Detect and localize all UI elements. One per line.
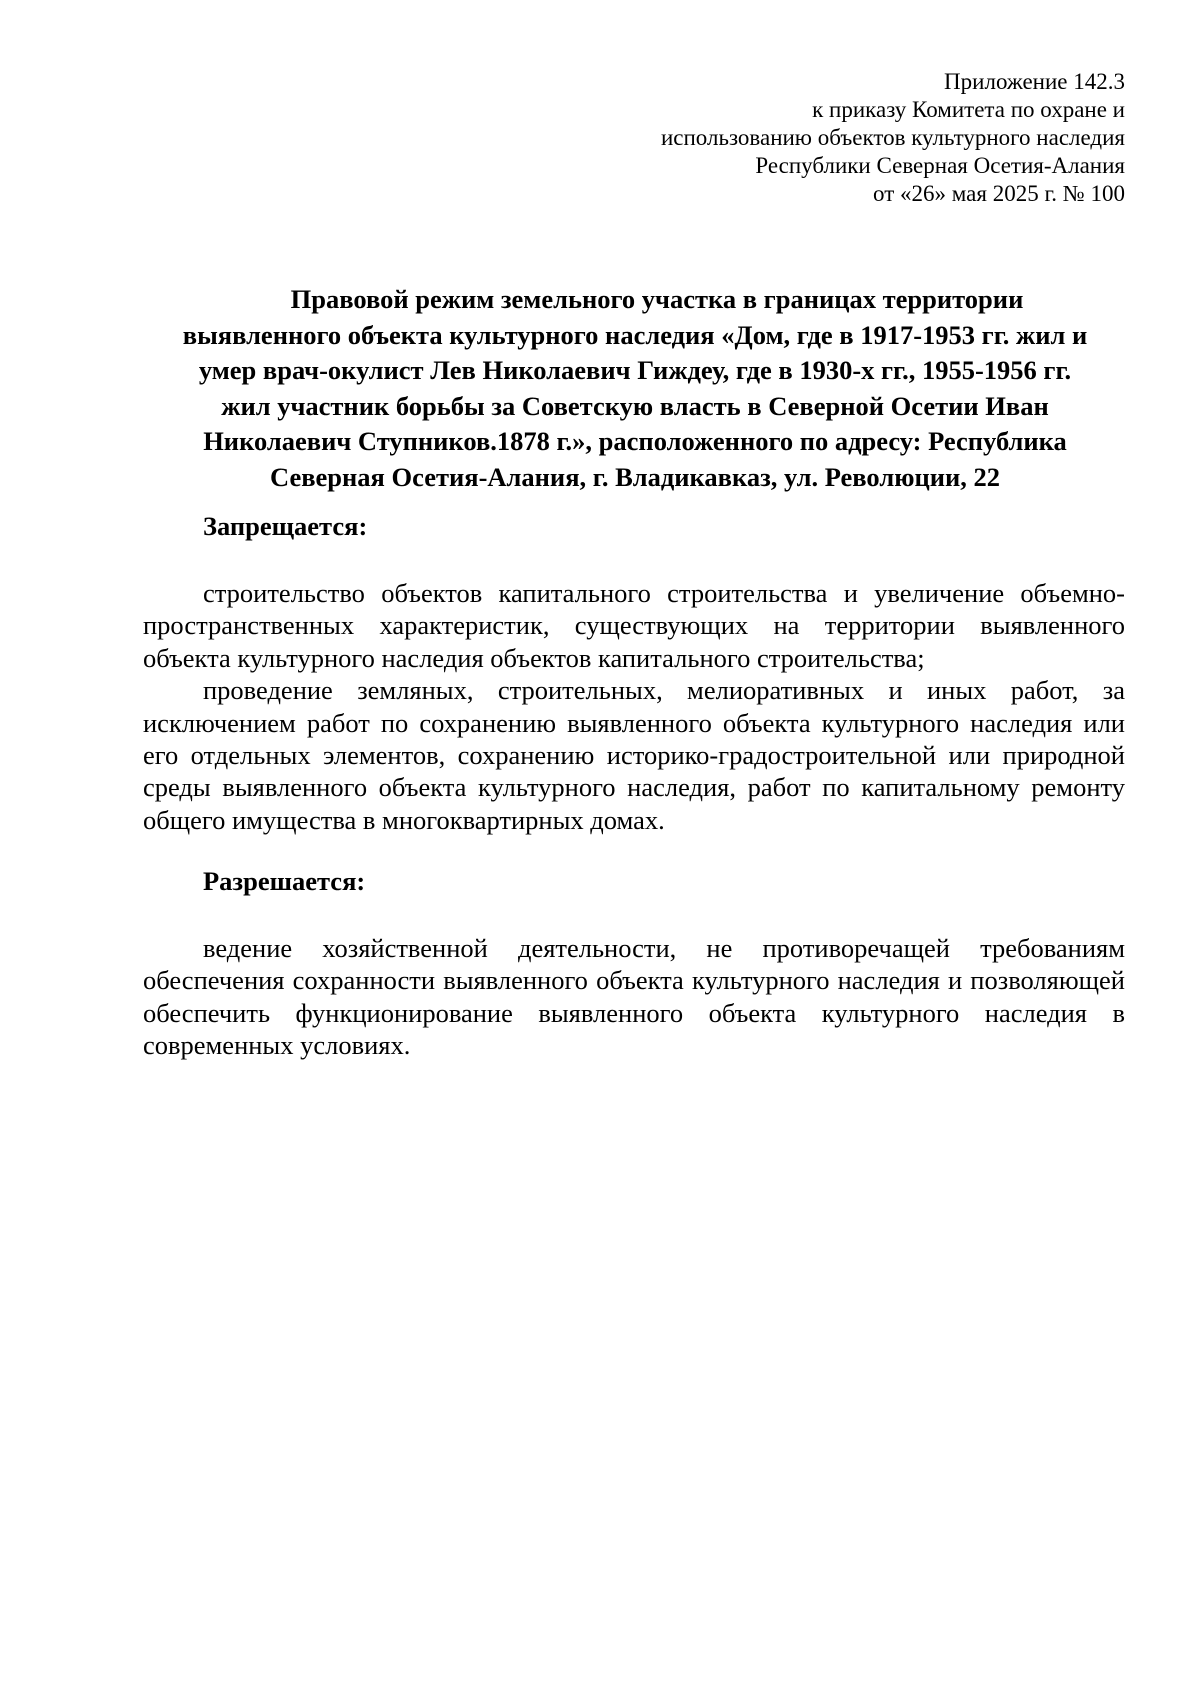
title-line: жил участник борьбы за Советскую власть в Северной Осетии Иван	[221, 390, 1049, 421]
allowed-heading: Разрешается:	[203, 866, 366, 896]
title-line: умер врач-окулист Лев Николаевич Гиждеу, где в 1930-х гг., 1955-1956 гг.	[198, 355, 1072, 385]
title-line: Правовой режим земельного участка в границах территории	[290, 284, 1024, 314]
appendix-header	[425, 68, 1125, 208]
prohibited-item: проведение земляных, строительных, мелиоративных и иных работ, за исключением работ по сохранению выявленного объекта культурного наследия или его отдельных элементов, сохранению историко-градостроительной или природной среды выявленного объекта культурного наследия, работ по капитальному ремонту общего имущества в многоквартирных домах.	[143, 675, 1125, 835]
title-line: выявленного объекта культурного наследия «Дом, где в 1917-1953 гг. жил и	[182, 319, 1088, 350]
title-line: Николаевич Ступников.1878 г.», расположенного по адресу: Республика	[203, 426, 1067, 456]
appendix-number: Приложение 142.3	[944, 69, 1125, 94]
appendix-date-line: от «26» мая 2025 г. № 100	[873, 181, 1125, 206]
allowed-item: ведение хозяйственной деятельности, не противоречащей требованиям обеспечения сохранности выявленного объекта культурного наследия и позволяющей обеспечить функционирование выявленного объекта культурного наследия в современных условиях.	[143, 933, 1125, 1061]
allowed-list	[143, 932, 1125, 1062]
prohibited-item: строительство объектов капитального строительства и увеличение объемно-пространственных характеристик, существующих на территории выявленного объекта культурного наследия объектов капитального строительства;	[143, 578, 1125, 673]
document-title	[145, 282, 1125, 495]
title-line: Северная Осетия-Алания, г. Владикавказ, ул. Революции, 22	[269, 461, 1001, 492]
appendix-order-line: к приказу Комитета по охране и	[812, 97, 1125, 122]
appendix-republic-line: Республики Северная Осетия-Алания	[755, 153, 1125, 178]
prohibited-list	[143, 577, 1125, 836]
prohibited-heading: Запрещается:	[203, 511, 368, 541]
appendix-committee-line: использованию объектов культурного наследия	[660, 125, 1125, 150]
